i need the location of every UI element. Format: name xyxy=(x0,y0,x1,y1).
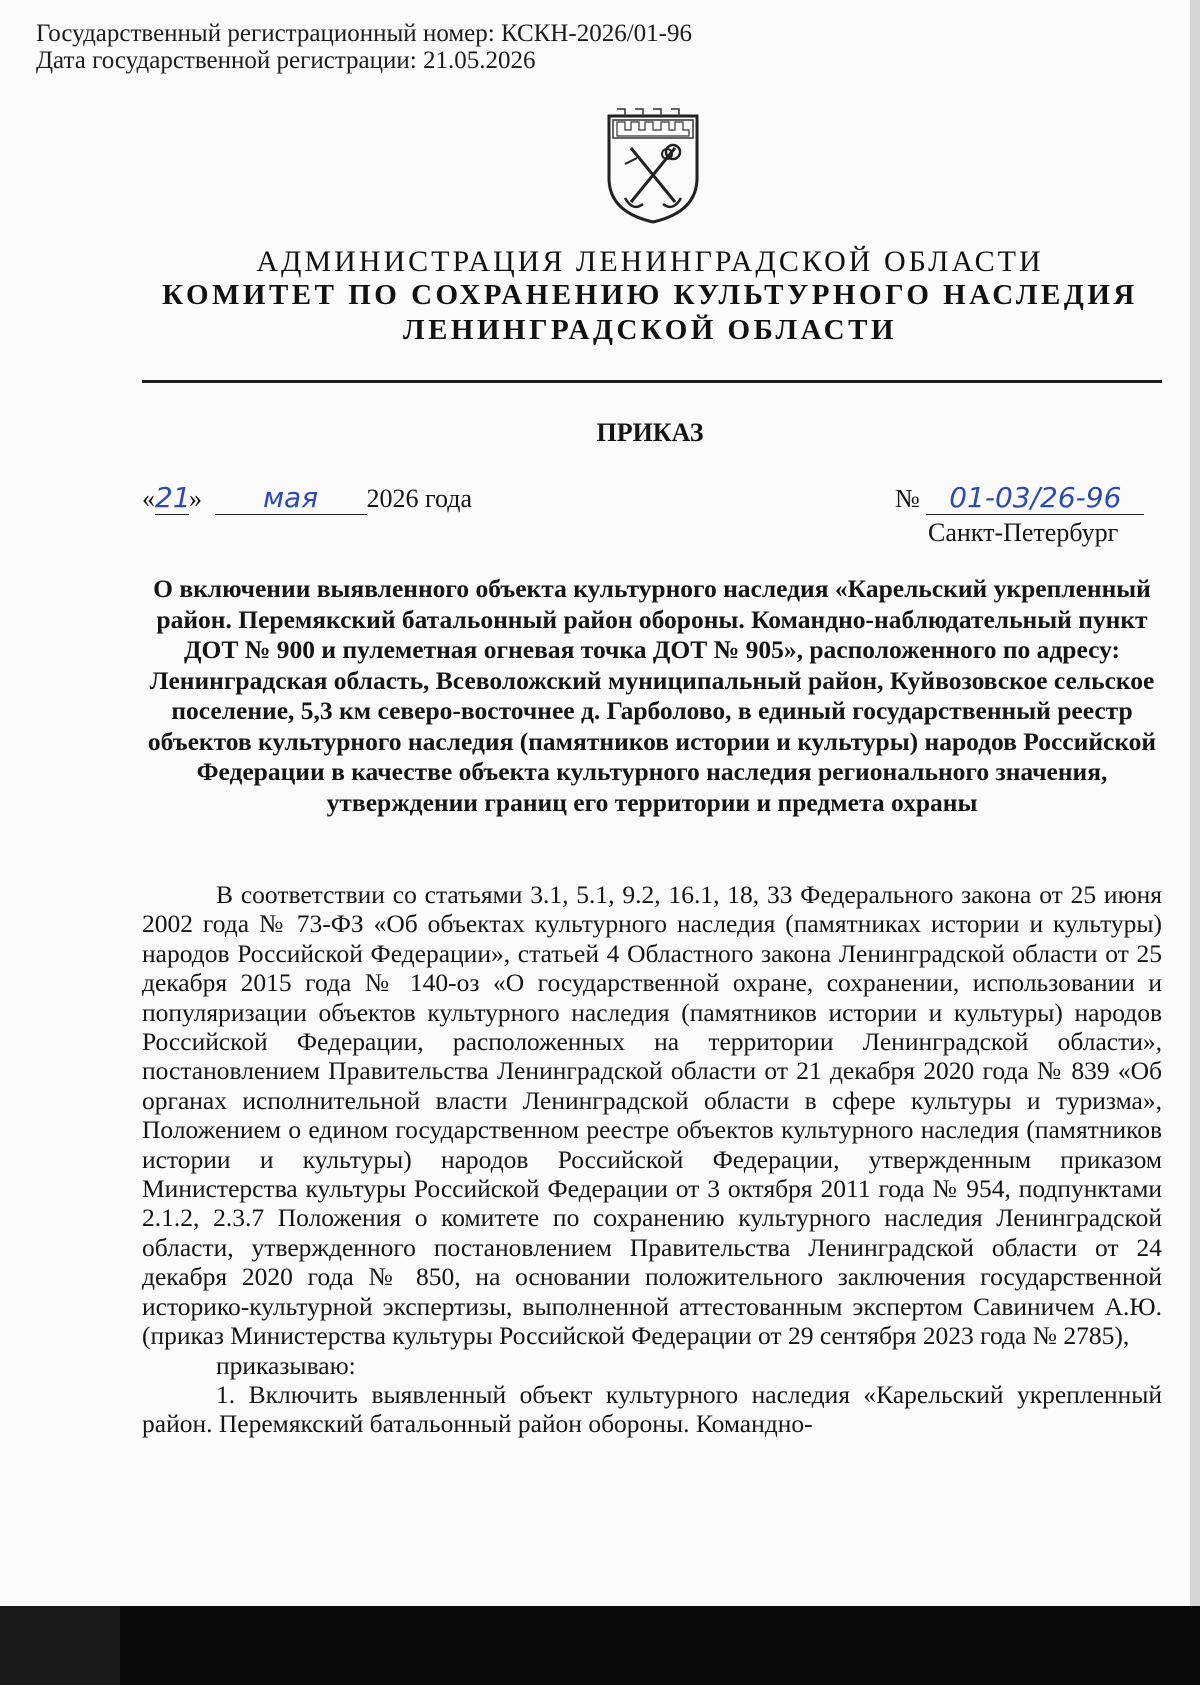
scan-bottom-bar xyxy=(0,1606,1200,1685)
administration-name: АДМИНИСТРАЦИЯ ЛЕНИНГРАДСКОЙ ОБЛАСТИ xyxy=(256,245,1044,278)
number-value: 01-03/26-96 xyxy=(926,481,1144,515)
preamble-paragraph: В соответствии со статьями 3.1, 5.1, 9.2, 16.1, 18, 33 Федерального закона от 25 июня 2002 года № 73-ФЗ «Об объектах культурного наследия (памятниках истории и культуры) народов Российской Федерации», статьей 4 Областного закона Ленинградской области от 25 декабря 2015 года № 140-оз «О государственной охране, сохранении, использовании и популяризации объектов культурного наследия (памятников истории и культуры) народов Российской Федерации, расположенных на территории Ленинградской области», постановлением Правительства Ленинградской области от 21 декабря 2020 года № 839 «Об органах исполнительной власти Ленинградской области в сфере культуры и туризма», Положением о едином государственном реестре объектов культурного наследия (памятников истории и культуры) народов Российской Федерации, утвержденным приказом Министерства культуры Российской Федерации от 3 октября 2011 года № 954, подпунктами 2.1.2, 2.3.7 Положения о комитете по сохранению культурного наследия Ленинградской области, утвержденного постановлением Правительства Ленинградской области от 24 декабря 2020 года № 850, на основании положительного заключения государственной историко-культурной экспертизы, выполненной аттестованным экспертом Савиничем А.Ю. (приказ Министерства культуры Российской Федерации от 29 сентября 2023 года № 2785), xyxy=(142,880,1162,1351)
order-date xyxy=(142,481,472,515)
committee-name-line-1: КОМИТЕТ ПО СОХРАНЕНИЮ КУЛЬТУРНОГО НАСЛЕДИЯ xyxy=(162,279,1138,311)
coat-of-arms-icon xyxy=(603,108,703,226)
registration-number: Государственный регистрационный номер: КСКН-2026/01-96 xyxy=(36,20,693,47)
registration-stamp xyxy=(36,20,692,74)
order-body xyxy=(142,880,1162,1439)
number-sign: № xyxy=(895,484,920,513)
organization-header xyxy=(140,246,1160,348)
order-title: О включении выявленного объекта культурного наследия «Карельский укрепленный район. Перемякский батальонный район обороны. Командно-наблюдательный пункт ДОТ № 900 и пулеметная огневая точка ДОТ № 905», расположенного по адресу: Ленинградская область, Всеволожский муниципальный район, Куйвозовское сельское поселение, 5,3 км северо-восточнее д. Гарболово, в единый государственный реестр объектов культурного наследия (памятников истории и культуры) народов Российской Федерации в качестве объекта культурного наследия регионального значения, утверждении границ его территории и предмета охраны xyxy=(147,574,1157,817)
scan-right-edge xyxy=(1190,0,1200,1685)
item-1-paragraph: 1. Включить выявленный объект культурного наследия «Карельский укрепленный район. Перемякский батальонный район обороны. Командно- xyxy=(142,1379,1162,1439)
date-year: 2026 года xyxy=(366,484,473,513)
city: Санкт-Петербург xyxy=(928,518,1119,547)
date-day: 21 xyxy=(155,481,191,514)
date-open-quote: « xyxy=(142,484,155,513)
order-number xyxy=(895,481,1144,515)
registration-date: Дата государственной регистрации: 21.05.2026 xyxy=(36,47,536,74)
document-type: ПРИКАЗ xyxy=(596,418,704,447)
committee-name-line-2: ЛЕНИНГРАДСКОЙ ОБЛАСТИ xyxy=(402,314,898,346)
order-word: приказываю: xyxy=(216,1350,356,1380)
scan-bottom-corner xyxy=(0,1606,120,1685)
header-divider xyxy=(142,380,1162,383)
date-close-quote: » xyxy=(189,484,202,513)
date-month: мая xyxy=(215,481,367,515)
